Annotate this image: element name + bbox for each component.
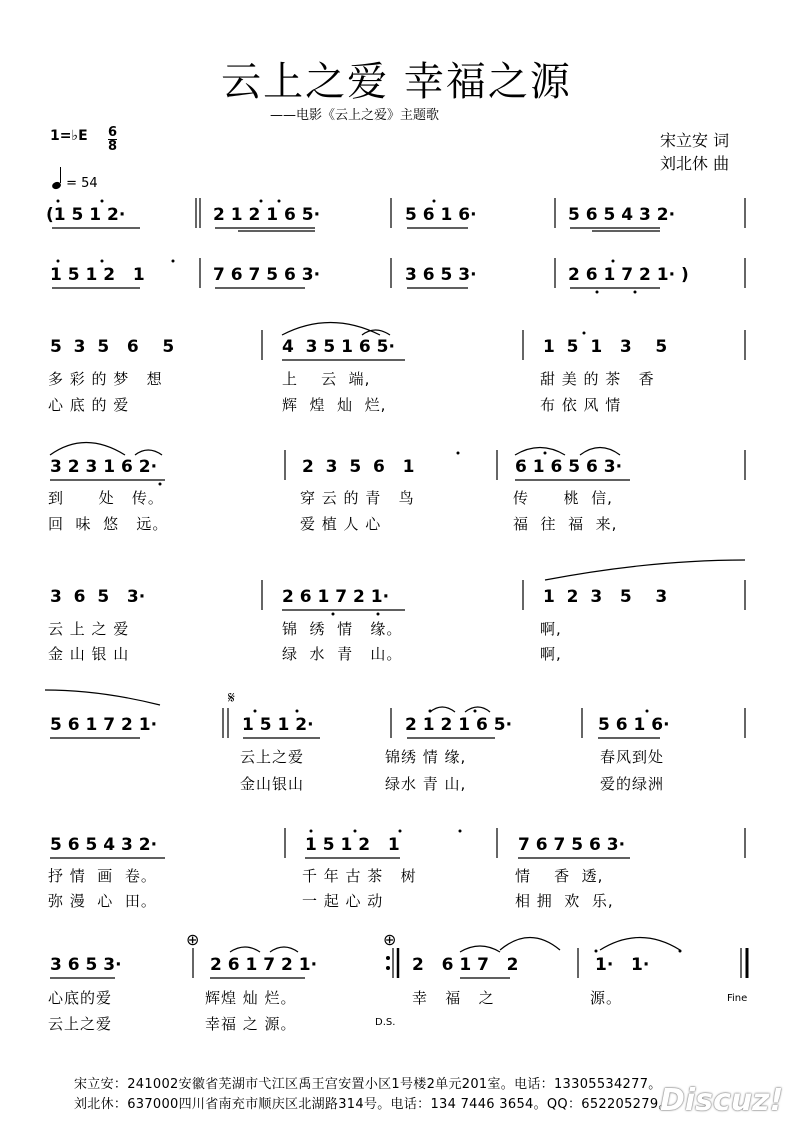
watermark: Discuz! (660, 1083, 784, 1118)
octave-dot (583, 332, 586, 335)
measure: 1· 1· (595, 955, 650, 975)
slur (230, 947, 260, 952)
lyric-line: 幸 福 之 (412, 989, 495, 1007)
song-title: 云上之爱 幸福之源 (221, 59, 572, 105)
lyric-line: 回 味 悠 远。 (48, 515, 169, 533)
octave-dot (399, 830, 402, 833)
measure: 2 1 2 1 6 5· (213, 205, 321, 225)
lyric-line: 上 云 端, (282, 370, 371, 388)
measure: 3 6 5 3· (50, 587, 146, 607)
lyric-line: 多 彩 的 梦 想 (48, 370, 163, 388)
lyric-line: 爱的绿洲 (600, 775, 665, 793)
time-bottom: 8 (108, 139, 118, 154)
lyric-line: 弥 漫 心 田。 (48, 892, 157, 910)
lyric-line: 啊, (540, 620, 562, 638)
measure: 7 6 7 5 6 3· (213, 265, 321, 285)
lyric-line: 金山银山 (240, 775, 305, 793)
octave-dot (278, 200, 281, 203)
octave-dot (634, 291, 637, 294)
lyric-line: 传 桃 信, (513, 489, 613, 507)
footer-line: 宋立安：241002安徽省芜湖市弋江区禹王宫安置小区1号楼2单元201室。电话：13305534277。 (74, 1077, 662, 1092)
lyric-line: 云上之爱 (240, 748, 305, 766)
slur (460, 946, 500, 952)
lyric-line: 辉 煌 灿 烂, (282, 396, 387, 414)
measure: 2 6 1 7 2 1· (282, 587, 390, 607)
repeat-dot (386, 956, 390, 960)
lyric-line: 千 年 古 茶 树 (302, 867, 417, 885)
octave-dot (260, 200, 263, 203)
octave-dot (101, 200, 104, 203)
slur (50, 443, 125, 456)
octave-dot (429, 710, 432, 713)
measure: 2 6 1 7 2 (412, 955, 519, 975)
octave-dot (57, 200, 60, 203)
lyric-line: 辉煌 灿 烂。 (205, 989, 297, 1007)
octave-dot (254, 710, 257, 713)
coda-icon: ⊕ (186, 930, 200, 949)
lyric-line: 甜 美 的 茶 香 (540, 370, 655, 388)
measure: 1 5 1 2· (242, 715, 314, 735)
measure: 6 1 6 5 6 3· (515, 457, 623, 477)
lyric-line: 源。 (590, 989, 623, 1007)
octave-dot (172, 260, 175, 263)
measure: 4 3 5 1 6 5· (282, 337, 395, 357)
fine-marking: Fine (727, 993, 748, 1004)
time-top: 6 (108, 125, 118, 140)
octave-dot (596, 291, 599, 294)
dal-segno: D.S. (375, 1017, 396, 1028)
slur (500, 938, 560, 951)
octave-dot (57, 260, 60, 263)
octave-dot (310, 830, 313, 833)
octave-dot (377, 613, 380, 616)
measure: 5 6 1 6· (598, 715, 670, 735)
slur (545, 560, 745, 580)
lyric-line: 布 依 风 情 (540, 396, 622, 414)
measure: 5 6 1 6· (405, 205, 477, 225)
slur (465, 707, 490, 712)
lyric-line: 爱 植 人 心 (300, 515, 382, 533)
lyric-line: 穿 云 的 青 鸟 (300, 489, 415, 507)
tempo-value: = 54 (66, 176, 98, 191)
lyric-line: 相 拥 欢 乐, (515, 892, 614, 910)
lyric-line: 绿水 青 山, (385, 775, 467, 793)
lyric-line: 锦 绣 情 缘。 (282, 620, 403, 638)
octave-dot (679, 950, 682, 953)
lyric-line: 绿 水 青 山。 (282, 645, 403, 663)
coda-icon: ⊕ (383, 930, 397, 949)
lyric-line: 春风到处 (600, 748, 665, 766)
octave-dot (159, 483, 162, 486)
measure: 5 6 1 7 2 1· (50, 715, 158, 735)
lyric-line: 福 往 福 来, (513, 515, 618, 533)
measure: 5 6 5 4 3 2· (568, 205, 676, 225)
lyricist-credit: 宋立安 词 (660, 131, 730, 150)
measure: 1 5 1 2 1 (50, 265, 145, 285)
measure: 1 5 1 2 1 (305, 835, 400, 855)
lyric-line: 情 香 透, (515, 867, 604, 885)
lyric-line: 云上之爱 (48, 1015, 113, 1033)
lyric-line: 心底的爱 (48, 989, 113, 1007)
lyric-line: 到 处 传。 (48, 489, 164, 507)
slur (270, 947, 298, 952)
measure: 2 3 5 6 1 (302, 457, 415, 477)
lyric-line: 金 山 银 山 (48, 645, 130, 663)
repeat-dot (386, 966, 390, 970)
measure: 2 6 1 7 2 1· (210, 955, 318, 975)
slur (600, 938, 680, 951)
footer-line: 刘北休：637000四川省南充市顺庆区北湖路314号。电话：134 7446 3654。QQ：652205279。 (74, 1097, 672, 1112)
octave-dot (612, 260, 615, 263)
octave-dot (101, 260, 104, 263)
measure: 7 6 7 5 6 3· (518, 835, 626, 855)
octave-dot (595, 950, 598, 953)
octave-dot (457, 452, 460, 455)
slur (45, 690, 160, 705)
octave-dot (296, 710, 299, 713)
octave-dot (646, 710, 649, 713)
song-subtitle: ——电影《云上之爱》主题歌 (270, 108, 440, 123)
lyric-line: 一 起 心 动 (302, 892, 384, 910)
slur (515, 448, 565, 456)
lyric-line: 抒 情 画 卷。 (48, 867, 157, 885)
measure: 3 2 3 1 6 2· (50, 457, 158, 477)
octave-dot (433, 200, 436, 203)
lyric-line: 心 底 的 爱 (48, 396, 130, 414)
slur (430, 707, 455, 712)
measure: 1 5 1 3 5 (543, 337, 668, 357)
lyric-line: 锦绣 情 缘, (385, 748, 467, 766)
segno-icon: 𝄋 (228, 688, 235, 707)
measure: 2 6 1 7 2 1· ) (568, 265, 689, 285)
slur (135, 450, 162, 455)
measure: 1 2 3 5 3 (543, 587, 668, 607)
lyric-line: 啊, (540, 645, 562, 663)
octave-dot (474, 710, 477, 713)
lyric-line: 云 上 之 爱 (48, 620, 130, 638)
octave-dot (354, 830, 357, 833)
key-signature: 1=♭E (50, 128, 88, 144)
composer-credit: 刘北休 曲 (660, 154, 730, 173)
measure: 2 1 2 1 6 5· (405, 715, 513, 735)
octave-dot (332, 613, 335, 616)
measure: 3 6 5 3· (405, 265, 477, 285)
lyric-line: 幸福 之 源。 (205, 1015, 297, 1033)
measure: 3 6 5 3· (50, 955, 122, 975)
measure: 5 3 5 6 5 (50, 337, 175, 357)
octave-dot (459, 830, 462, 833)
octave-dot (544, 452, 547, 455)
measure: 5 6 5 4 3 2· (50, 835, 158, 855)
slur (580, 448, 620, 456)
measure: (1 5 1 2· (46, 205, 126, 225)
